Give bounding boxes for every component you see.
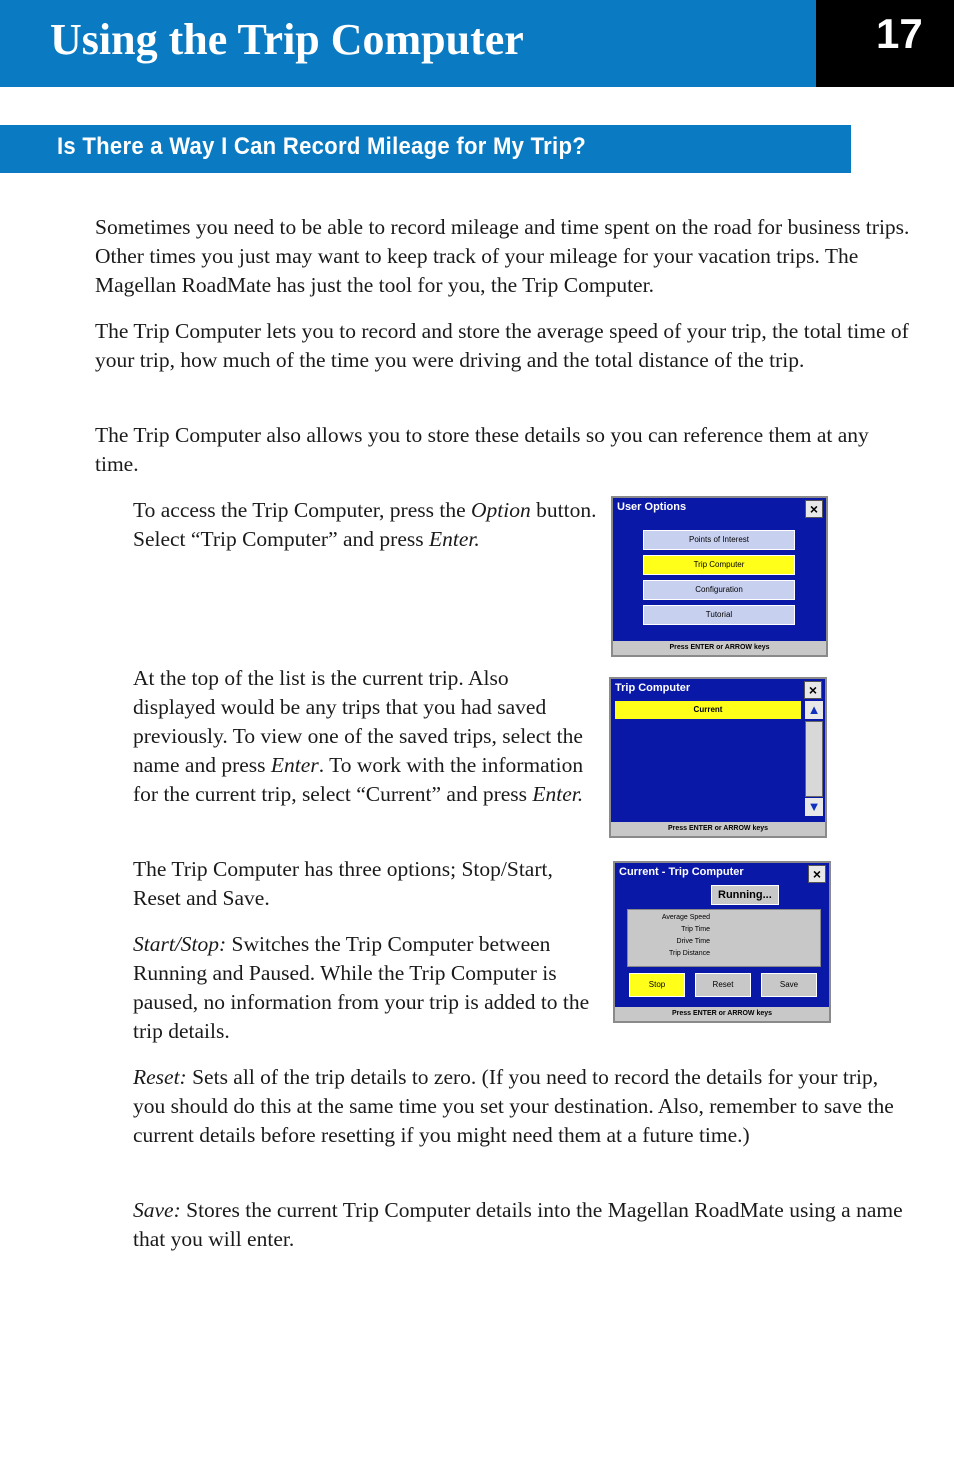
text: At the top of the list is the current trip. Also displayed would be any trips that you had saved previously. To view one of the saved trips, select the name and press <box>133 666 583 777</box>
stats-panel <box>627 909 821 967</box>
enter-key: Enter. <box>428 527 480 551</box>
term: Save: <box>133 1198 181 1222</box>
stop-button: Stop <box>629 973 685 997</box>
stat-average-speed: Average Speed <box>661 914 710 921</box>
text: Sets all of the trip details to zero. (If you need to record the details for your trip, you should do this at the same time you set your destination. Also, remember to save the current details before resetting if you might need them at a future time.) <box>133 1065 894 1147</box>
close-icon: × <box>808 865 826 883</box>
text: Switches the Trip Computer between Running and Paused. While the Trip Computer is paused, no information from your trip is added to the trip details. <box>133 932 590 1043</box>
stat-trip-time: Trip Time <box>681 926 710 933</box>
enter-key: Enter <box>270 753 319 777</box>
screen-footer: Press ENTER or ARROW keys <box>611 822 825 836</box>
text: To access the Trip Computer, press the <box>133 498 472 522</box>
text: . To work with the information for the current trip, select “Current” and press <box>133 753 584 806</box>
scrollbar-track <box>805 721 823 797</box>
paragraph-start-stop <box>133 930 603 1046</box>
text: Stores the current Trip Computer details into the Magellan RoadMate using a name that you will enter. <box>133 1198 903 1251</box>
section-title: Is There a Way I Can Record Mileage for My Trip? <box>57 133 586 160</box>
paragraph-store: The Trip Computer also allows you to store these details so you can reference them at any time. <box>95 423 869 476</box>
save-button: Save <box>761 973 817 997</box>
stat-trip-distance: Trip Distance <box>669 950 710 957</box>
close-icon: × <box>805 500 823 518</box>
paragraph-list <box>133 664 595 809</box>
page-title: Using the Trip Computer <box>50 15 524 64</box>
screen-footer: Press ENTER or ARROW keys <box>613 641 826 655</box>
trip-computer-screenshot <box>609 677 827 838</box>
paragraph-access <box>133 496 603 554</box>
close-icon: × <box>804 681 822 699</box>
paragraph-features: The Trip Computer lets you to record and store the average speed of your trip, the total time of your trip, how much of the time you were driving and the total distance of the trip. <box>95 319 909 372</box>
status-badge: Running... <box>711 885 779 905</box>
user-options-screenshot <box>611 496 828 657</box>
reset-button: Reset <box>695 973 751 997</box>
scroll-down-icon: ▼ <box>805 798 823 816</box>
screen-title: Current - Trip Computer <box>619 866 744 878</box>
enter-key: Enter. <box>532 782 584 806</box>
paragraph-intro: Sometimes you need to be able to record mileage and time spent on the road for business trips. Other times you just may want to keep track of your mileage for your vacation trips. The Magellan RoadMate has just the tool for you, the Trip Computer. <box>95 215 910 297</box>
screen-title: User Options <box>617 501 687 513</box>
term: Reset: <box>133 1065 187 1089</box>
text: button. Select “Trip Computer” and press <box>133 498 597 551</box>
menu-item-trip-computer: Trip Computer <box>643 555 795 575</box>
paragraph-reset <box>133 1063 913 1150</box>
menu-item-tutorial: Tutorial <box>643 605 795 625</box>
page-number: 17 <box>876 10 923 57</box>
menu-item-points-of-interest: Points of Interest <box>643 530 795 550</box>
screen-title: Trip Computer <box>615 682 691 694</box>
paragraph-save <box>133 1196 913 1254</box>
scroll-up-icon: ▲ <box>805 701 823 719</box>
current-trip-screenshot <box>613 861 831 1023</box>
menu-item-configuration: Configuration <box>643 580 795 600</box>
screen-footer: Press ENTER or ARROW keys <box>615 1007 829 1021</box>
paragraph-options: The Trip Computer has three options; Stop/Start, Reset and Save. <box>133 857 553 910</box>
stat-drive-time: Drive Time <box>676 938 710 945</box>
list-item-current: Current <box>615 701 801 719</box>
option-key: Option <box>471 498 531 522</box>
term: Start/Stop: <box>133 932 227 956</box>
